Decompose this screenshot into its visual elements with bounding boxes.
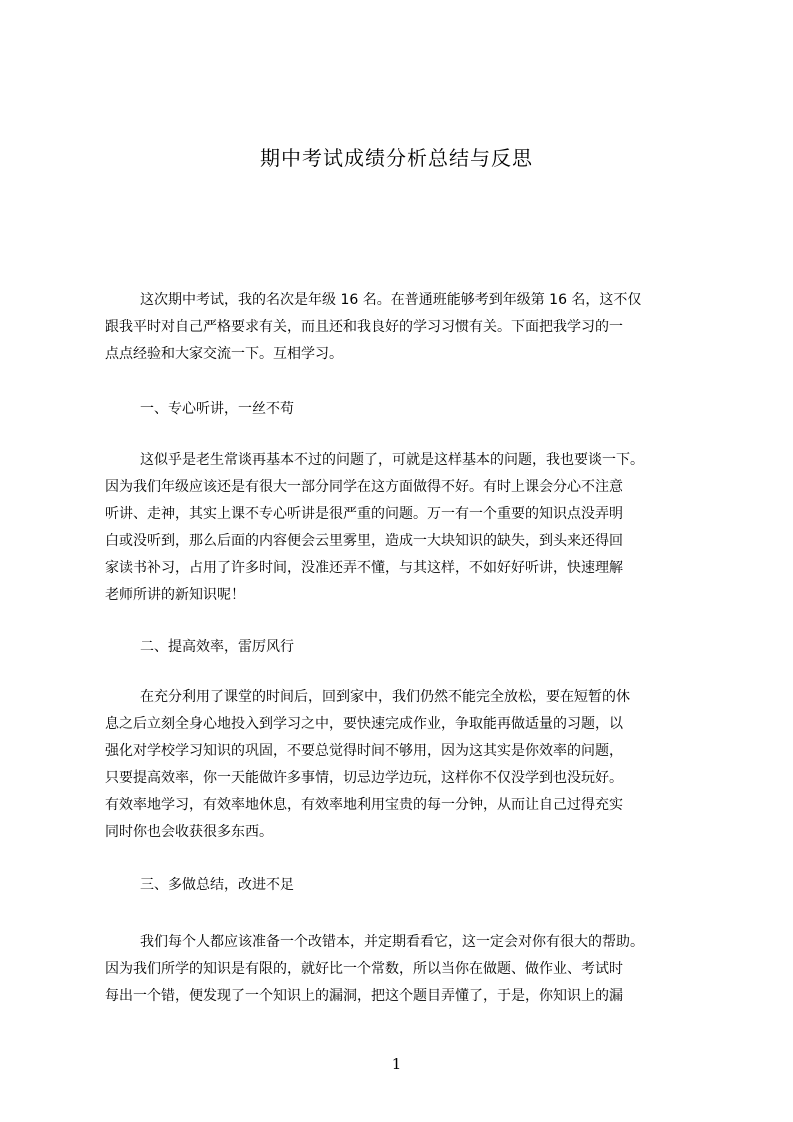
paragraph-line: 我们每个人都应该准备一个改错本，并定期看看它，这一定会对你有很大的帮助。: [140, 934, 644, 950]
paragraph-line: 在充分利用了课堂的时间后，回到家中，我们仍然不能完全放松，要在短暂的休: [140, 689, 630, 705]
intro-paragraph: [105, 287, 711, 368]
paragraph-line: 有效率地学习，有效率地休息，有效率地利用宝贵的每一分钟，从而让自己过得充实: [105, 797, 623, 813]
paragraph-line: 这似乎是老生常谈再基本不过的问题了，可就是这样基本的问题，我也要谈一下。: [140, 452, 644, 468]
page-number: 1: [391, 1055, 402, 1073]
paragraph-line: 点点经验和大家交流一下。互相学习。: [105, 346, 343, 362]
paragraph-line: 跟我平时对自己严格要求有关，而且还和我良好的学习习惯有关。下面把我学习的一: [105, 319, 623, 335]
paragraph-line: 每出一个错，便发现了一个知识上的漏洞，把这个题目弄懂了，于是，你知识上的漏: [105, 988, 623, 1004]
paragraph-line: 老师所讲的新知识呢！: [105, 587, 245, 603]
paragraph-line: 家读书补习，占用了许多时间，没准还弄不懂，与其这样，不如好好听讲，快速理解: [105, 560, 623, 576]
paragraph-line: 强化对学校学习知识的巩固，不要总觉得时间不够用，因为这其实是你效率的问题，: [105, 743, 623, 759]
section-3-paragraph: [105, 929, 711, 1010]
section-heading-2: 二、提高效率，雷厉风行: [140, 639, 294, 655]
section-1-paragraph: [105, 447, 711, 609]
paragraph-line: 只要提高效率，你一天能做许多事情，切忌边学边玩，这样你不仅没学到也没玩好。: [105, 770, 623, 786]
paragraph-line: 因为我们所学的知识是有限的，就好比一个常数，所以当你在做题、做作业、考试时: [105, 961, 623, 977]
section-heading-3: 三、多做总结，改进不足: [140, 877, 294, 893]
paragraph-line: 同时你也会收获很多东西。: [105, 824, 273, 840]
section-2-paragraph: [105, 684, 711, 846]
document-title: 期中考试成绩分析总结与反思: [260, 146, 533, 170]
paragraph-line: 息之后立刻全身心地投入到学习之中，要快速完成作业，争取能再做适量的习题，以: [105, 716, 623, 732]
paragraph-line: 听讲、走神，其实上课不专心听讲是很严重的问题。万一有一个重要的知识点没弄明: [105, 506, 623, 522]
section-heading-1: 一、专心听讲，一丝不苟: [140, 401, 294, 417]
paragraph-line: 因为我们年级应该还是有很大一部分同学在这方面做得不好。有时上课会分心不注意: [105, 479, 623, 495]
paragraph-line: 这次期中考试，我的名次是年级 16 名。在普通班能够考到年级第 16 名，这不仅: [140, 292, 642, 308]
paragraph-line: 白或没听到，那么后面的内容便会云里雾里，造成一大块知识的缺失，到头来还得回: [105, 533, 623, 549]
